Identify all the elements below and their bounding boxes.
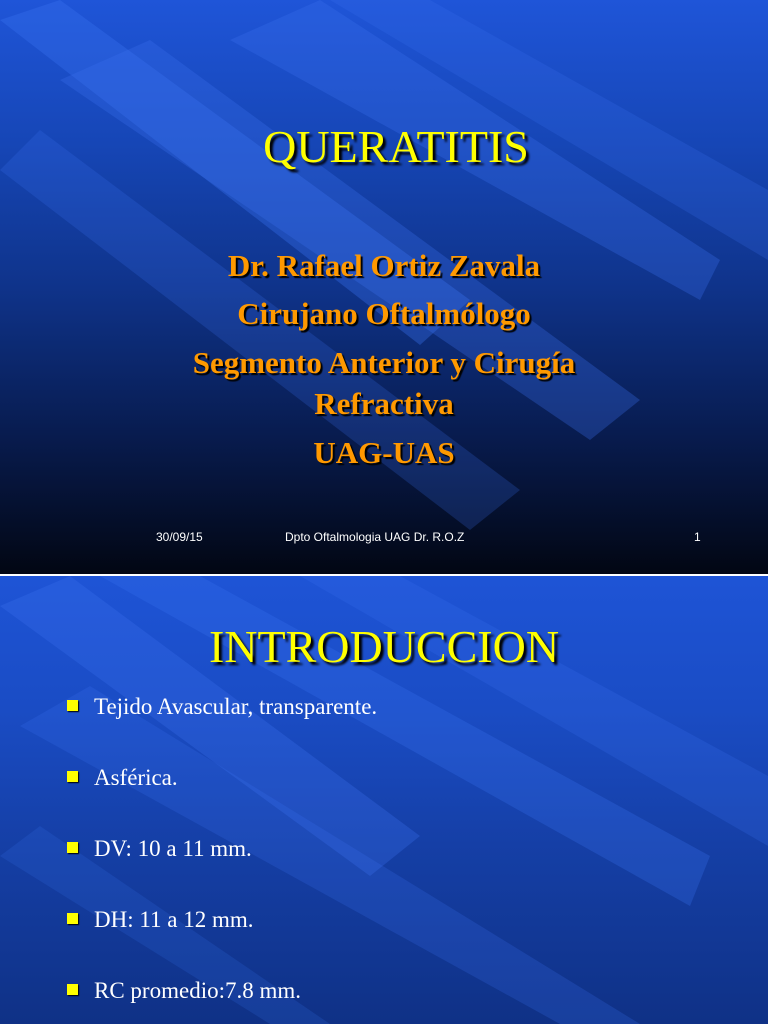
bullet-text: Tejido Avascular, transparente. [94, 694, 378, 719]
list-item [64, 834, 377, 905]
author-name: Dr. Rafael Ortiz Zavala [227, 248, 541, 283]
specialty-line1: Segmento Anterior y Cirugía [192, 345, 576, 380]
footer-center-text: Dpto Oftalmologia UAG Dr. R.O.Z [285, 530, 465, 544]
bullet-text: Asférica. [94, 765, 178, 790]
list-item [64, 976, 377, 1024]
institution: UAG-UAS [313, 435, 455, 470]
author-role: Cirujano Oftalmólogo [237, 296, 531, 331]
list-item [64, 692, 377, 763]
bullet-text: RC promedio:7.8 mm. [94, 978, 301, 1003]
specialty-line2: Refractiva [314, 386, 454, 421]
square-bullet-icon [67, 771, 78, 782]
list-item [64, 763, 377, 834]
square-bullet-icon [67, 913, 78, 924]
list-item [64, 905, 377, 976]
bullet-list [64, 692, 377, 1024]
slide2-title: INTRODUCCION [208, 621, 560, 672]
footer-date: 30/09/15 [156, 530, 203, 544]
square-bullet-icon [67, 842, 78, 853]
square-bullet-icon [67, 700, 78, 711]
slide1-title: QUERATITIS [263, 121, 529, 172]
bullet-text: DH: 11 a 12 mm. [94, 907, 254, 932]
bullet-text: DV: 10 a 11 mm. [94, 836, 252, 861]
slide-number: 1 [694, 530, 701, 544]
square-bullet-icon [67, 984, 78, 995]
